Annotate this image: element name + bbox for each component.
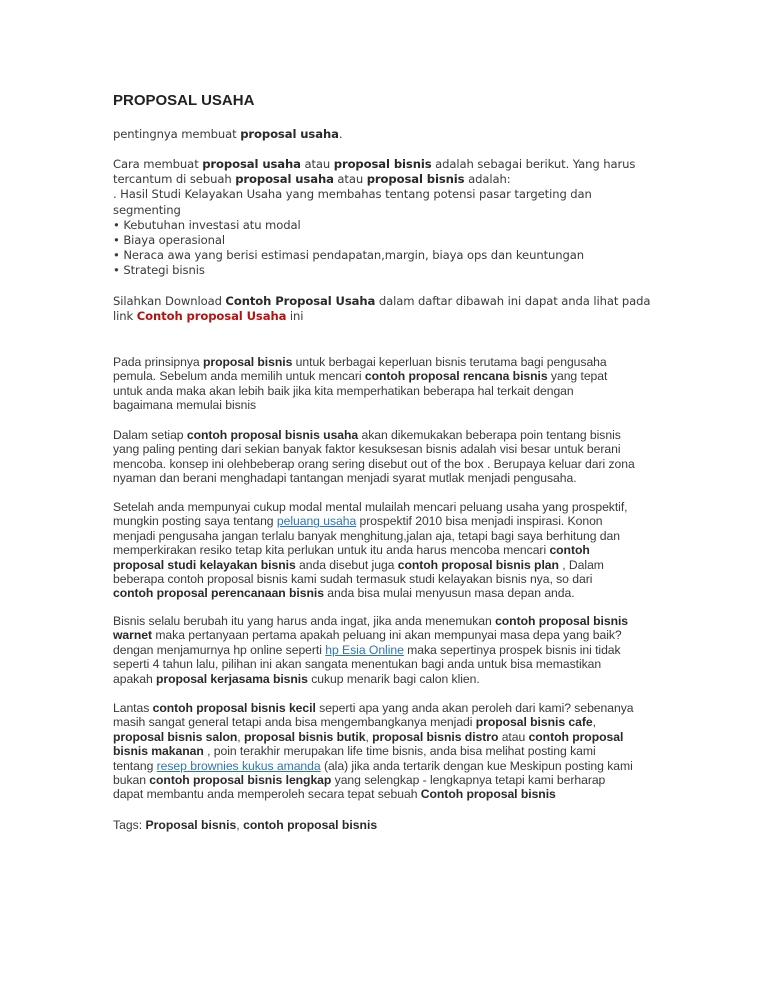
requirements-paragraph bbox=[113, 157, 673, 279]
line bbox=[113, 672, 673, 686]
line bbox=[113, 309, 673, 324]
bold-text: bisnis makanan bbox=[113, 744, 204, 759]
line bbox=[113, 586, 673, 600]
text: akan dikemukakan beberapa poin tentang bisnis bbox=[358, 428, 621, 442]
line: menjadi pengusaha jangan terlalu banyak menghitung,jalan aja, tetapi bagi saya berhitung dan bbox=[113, 528, 620, 543]
text: dapat membantu anda memperoleh secara tepat sebuah bbox=[113, 787, 421, 802]
bold-text: proposal studi kelayakan bisnis bbox=[113, 557, 296, 572]
bold-text: contoh proposal bisnis usaha bbox=[186, 428, 359, 442]
text: masih sangat general tetapi anda bisa mengembangkanya menjadi bbox=[113, 715, 476, 730]
text: , bbox=[236, 818, 244, 832]
text: tentang bbox=[113, 758, 157, 773]
lantas-paragraph bbox=[113, 701, 673, 802]
text: Pada prinsipnya bbox=[113, 355, 203, 369]
text: untuk berbagai keperluan bisnis terutama bagi pengusaha bbox=[292, 355, 607, 369]
bullet-item: • Kebutuhan investasi atu modal bbox=[113, 217, 301, 232]
text: pentingnya membuat bbox=[113, 127, 241, 141]
text: anda disebut juga bbox=[295, 557, 398, 572]
text: anda bisa mulai menyusun masa depan anda. bbox=[323, 586, 575, 601]
bullet-item: • Neraca awa yang berisi estimasi pendapatan,margin, biaya ops dan keuntungan bbox=[113, 248, 585, 263]
line bbox=[113, 369, 673, 383]
bold-text: contoh proposal rencana bisnis bbox=[364, 369, 548, 384]
bold-text: contoh bbox=[549, 543, 590, 558]
bold-text: warnet bbox=[113, 628, 152, 643]
tag-item[interactable]: contoh proposal bisnis bbox=[243, 818, 378, 832]
warnet-paragraph bbox=[113, 614, 673, 686]
text: dalam daftar dibawah ini dapat anda lihat pada bbox=[375, 294, 651, 308]
document-title: PROPOSAL USAHA bbox=[113, 92, 255, 109]
line bbox=[113, 355, 673, 369]
text: apakah bbox=[113, 671, 157, 686]
bold-text: contoh proposal bisnis lengkap bbox=[149, 773, 332, 788]
text: adalah: bbox=[464, 172, 511, 187]
tags-label: Tags: bbox=[113, 818, 146, 832]
line bbox=[113, 759, 673, 773]
text: atau bbox=[333, 172, 367, 187]
line bbox=[113, 614, 673, 628]
text: Dalam setiap bbox=[113, 428, 187, 442]
text: Lantas bbox=[113, 701, 153, 715]
line bbox=[113, 628, 673, 642]
bold-text: proposal kerjasama bisnis bbox=[156, 671, 308, 686]
text: pemula. Sebelum anda memilih untuk mencari bbox=[113, 369, 365, 384]
line bbox=[113, 514, 673, 528]
line: bagaimana memulai bisnis bbox=[113, 398, 257, 413]
bold-text: contoh proposal bisnis kecil bbox=[152, 701, 316, 715]
text: bukan bbox=[113, 773, 150, 788]
bold-text: contoh proposal bisnis plan bbox=[397, 557, 559, 572]
prinsip-paragraph bbox=[113, 355, 673, 413]
text: , poin terakhir merupakan life time bisnis, anda bisa melihat posting kami bbox=[203, 744, 596, 759]
bold-text: proposal bisnis bbox=[333, 157, 432, 171]
line bbox=[113, 701, 673, 715]
text: Bisnis selalu berubah itu yang harus anda ingat, jika anda menemukan bbox=[113, 614, 496, 628]
line: mencoba. konsep ini olehbeberap orang sering disebut out of the box . Berupaya keluar dari zona bbox=[113, 456, 635, 471]
line bbox=[113, 172, 673, 187]
line bbox=[113, 543, 673, 557]
visi-paragraph bbox=[113, 428, 673, 486]
line: untuk anda maka akan lebih baik jika kita memperhatikan beberapa hal terkait dengan bbox=[113, 383, 574, 398]
text: yang selengkap - lengkapnya tetapi kami berharap bbox=[331, 773, 606, 788]
text: atau bbox=[300, 157, 334, 171]
bold-text: proposal usaha bbox=[235, 172, 334, 187]
text: mungkin posting saya tentang bbox=[113, 514, 277, 529]
bold-text: proposal bisnis bbox=[366, 172, 465, 187]
bold-text: contoh proposal bbox=[528, 729, 624, 744]
line: yang paling penting dari sekian banyak faktor kesuksesan bisnis adalah visi besar untuk berani bbox=[113, 442, 621, 457]
contoh-proposal-usaha-link[interactable]: Contoh proposal Usaha bbox=[136, 309, 287, 324]
bullet-item: • Biaya operasional bbox=[113, 233, 226, 248]
text: maka sepertinya prospek bisnis ini tidak bbox=[403, 642, 621, 657]
line: Setelah anda mempunyai cukup modal mental mulailah mencari peluang usaha yang prospektif, bbox=[113, 500, 628, 514]
resep-brownies-link[interactable]: resep brownies kukus amanda bbox=[156, 758, 321, 773]
bold-text: proposal bisnis bbox=[203, 355, 293, 369]
text: memperkirakan resiko tetap kita perlukan untuk itu anda harus mencoba mencari bbox=[113, 543, 550, 558]
bullet-item: • Strategi bisnis bbox=[113, 263, 205, 278]
tag-item[interactable]: Proposal bisnis bbox=[145, 818, 237, 832]
bold-text: contoh proposal bisnis bbox=[495, 614, 629, 628]
text: maka pertanyaan pertama apakah peluang ini akan mempunyai masa depa yang baik? bbox=[151, 628, 622, 643]
line bbox=[113, 715, 673, 729]
bold-text: Contoh proposal bisnis bbox=[420, 787, 556, 802]
line bbox=[113, 787, 673, 801]
text: , bbox=[365, 729, 373, 744]
text: atau bbox=[498, 729, 529, 744]
bold-text: proposal bisnis butik bbox=[243, 729, 366, 744]
text: Cara membuat bbox=[113, 157, 203, 171]
peluang-usaha-link[interactable]: peluang usaha bbox=[276, 514, 357, 529]
text: link bbox=[113, 309, 137, 324]
line bbox=[113, 744, 673, 758]
text: dengan menjamurnya hp online seperti bbox=[113, 642, 326, 657]
bold-text: proposal bisnis salon bbox=[113, 729, 238, 744]
text: Silahkan Download bbox=[113, 294, 226, 308]
line bbox=[113, 730, 673, 744]
intro-paragraph bbox=[113, 127, 673, 142]
text: , bbox=[237, 729, 244, 744]
line bbox=[113, 294, 673, 309]
peluang-paragraph bbox=[113, 500, 673, 601]
line: segmenting bbox=[113, 202, 181, 217]
text: prospektif 2010 bisa menjadi inspirasi. Konon bbox=[356, 514, 603, 529]
line: . Hasil Studi Kelayakan Usaha yang membahas tentang potensi pasar targeting dan bbox=[113, 187, 592, 202]
text: cukup menarik bagi calon klien. bbox=[307, 671, 480, 686]
line: beberapa contoh proposal bisnis kami sudah termasuk studi kelayakan bisnis nya, so dari bbox=[113, 572, 593, 587]
text: . bbox=[338, 127, 343, 141]
bold-text: proposal usaha bbox=[202, 157, 301, 171]
bold-text: contoh proposal perencanaan bisnis bbox=[113, 586, 324, 601]
text: tercantum di sebuah bbox=[113, 172, 236, 187]
line bbox=[113, 558, 673, 572]
bold-text: proposal usaha bbox=[240, 127, 339, 141]
bold-text: proposal bisnis distro bbox=[372, 729, 499, 744]
text: , bbox=[592, 715, 596, 730]
text: seperti apa yang anda akan peroleh dari kami? sebenanya bbox=[315, 701, 634, 715]
bold-text: proposal bisnis cafe bbox=[475, 715, 593, 730]
line: nyaman dan berani menghadapi tantangan menjadi syarat mutlak menjadi pengusaha. bbox=[113, 471, 577, 486]
download-paragraph bbox=[113, 294, 673, 324]
text: , Dalam bbox=[558, 557, 604, 572]
tags-line bbox=[113, 818, 377, 832]
text: ini bbox=[286, 309, 304, 324]
line bbox=[113, 773, 673, 787]
text: (ala) jika anda tertarik dengan kue Meskipun posting kami bbox=[320, 758, 633, 773]
line: seperti 4 tahun lalu, pilihan ini akan sangata menentukan bagi anda untuk bisa memastikan bbox=[113, 657, 602, 672]
text: yang tepat bbox=[547, 369, 608, 384]
line bbox=[113, 157, 673, 172]
text: adalah sebagai berikut. Yang harus bbox=[431, 157, 636, 171]
bold-text: Contoh Proposal Usaha bbox=[225, 294, 376, 308]
line bbox=[113, 428, 673, 442]
hp-esia-online-link[interactable]: hp Esia Online bbox=[325, 642, 404, 657]
line bbox=[113, 643, 673, 657]
